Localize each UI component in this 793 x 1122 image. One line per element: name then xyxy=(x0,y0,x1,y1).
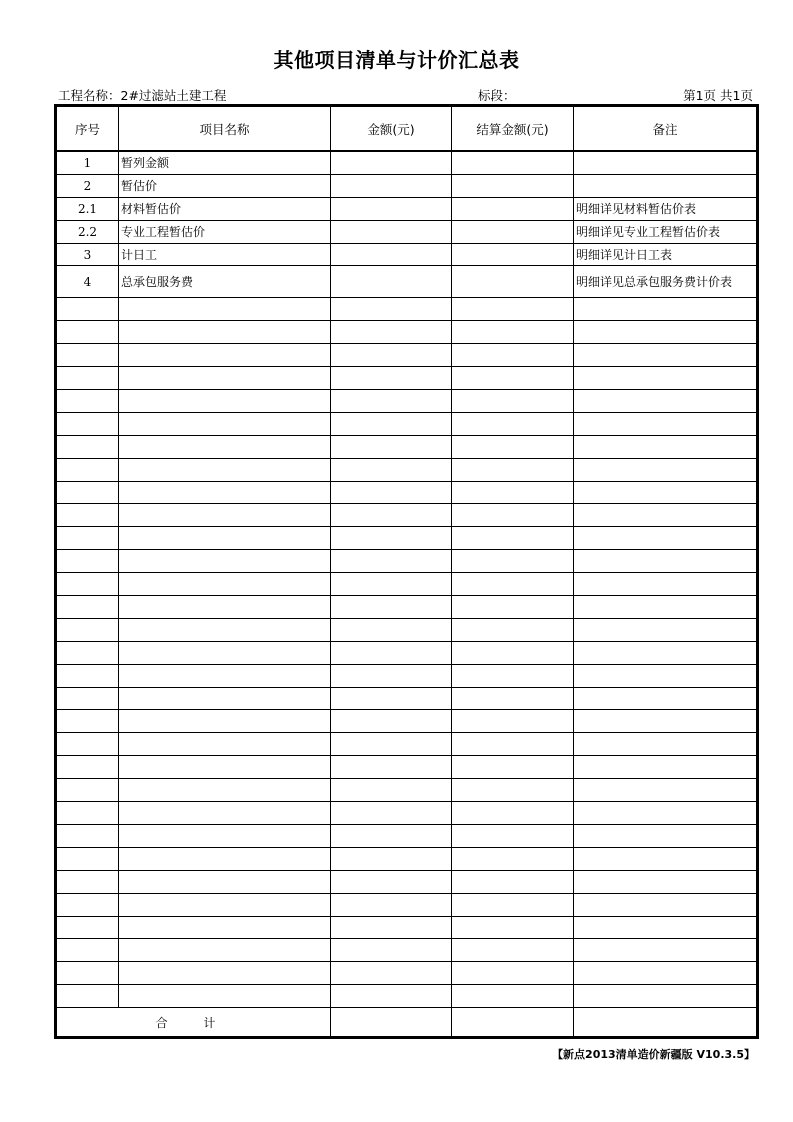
blank-cell xyxy=(57,756,119,779)
blank-cell xyxy=(574,779,757,802)
blank-cell xyxy=(331,298,452,321)
row-settle-amount xyxy=(452,197,574,220)
blank-cell xyxy=(57,962,119,985)
row-name: 材料暂估价 xyxy=(119,197,331,220)
table-row xyxy=(57,151,757,174)
summary-table xyxy=(56,106,757,1037)
blank-row xyxy=(57,664,757,687)
blank-cell xyxy=(331,893,452,916)
blank-row xyxy=(57,504,757,527)
blank-cell xyxy=(331,390,452,413)
blank-cell xyxy=(574,367,757,390)
blank-cell xyxy=(119,618,331,641)
blank-cell xyxy=(452,802,574,825)
blank-cell xyxy=(119,802,331,825)
blank-cell xyxy=(331,527,452,550)
blank-cell xyxy=(331,962,452,985)
row-settle-amount xyxy=(452,174,574,197)
row-remark: 明细详见计日工表 xyxy=(574,243,757,266)
blank-cell xyxy=(574,847,757,870)
blank-row xyxy=(57,618,757,641)
blank-cell xyxy=(57,687,119,710)
blank-cell xyxy=(452,435,574,458)
row-seq: 1 xyxy=(57,151,119,174)
blank-cell xyxy=(452,641,574,664)
blank-cell xyxy=(57,733,119,756)
blank-cell xyxy=(119,458,331,481)
row-name: 暂列金额 xyxy=(119,151,331,174)
blank-cell xyxy=(574,596,757,619)
blank-cell xyxy=(452,504,574,527)
blank-cell xyxy=(119,962,331,985)
blank-cell xyxy=(57,435,119,458)
blank-cell xyxy=(331,985,452,1008)
header-name: 项目名称 xyxy=(119,107,331,152)
blank-cell xyxy=(331,550,452,573)
blank-cell xyxy=(331,481,452,504)
blank-cell xyxy=(119,916,331,939)
blank-cell xyxy=(452,618,574,641)
blank-cell xyxy=(574,390,757,413)
row-name: 计日工 xyxy=(119,243,331,266)
blank-row xyxy=(57,458,757,481)
header-remark: 备注 xyxy=(574,107,757,152)
blank-cell xyxy=(331,687,452,710)
blank-cell xyxy=(452,870,574,893)
blank-cell xyxy=(119,870,331,893)
page-number: 第1页 共1页 xyxy=(683,88,753,103)
total-remark xyxy=(574,1008,757,1037)
blank-cell xyxy=(331,367,452,390)
blank-row xyxy=(57,481,757,504)
blank-cell xyxy=(452,687,574,710)
blank-cell xyxy=(452,733,574,756)
blank-cell xyxy=(574,870,757,893)
blank-cell xyxy=(57,802,119,825)
blank-cell xyxy=(119,847,331,870)
blank-row xyxy=(57,596,757,619)
project-name: 工程名称：2#过滤站土建工程 xyxy=(58,88,227,103)
blank-cell xyxy=(119,367,331,390)
blank-cell xyxy=(452,321,574,344)
blank-cell xyxy=(57,298,119,321)
blank-cell xyxy=(574,573,757,596)
blank-cell xyxy=(57,504,119,527)
blank-cell xyxy=(452,596,574,619)
blank-cell xyxy=(57,641,119,664)
row-settle-amount xyxy=(452,151,574,174)
blank-row xyxy=(57,893,757,916)
blank-cell xyxy=(574,802,757,825)
blank-cell xyxy=(57,458,119,481)
blank-cell xyxy=(452,367,574,390)
row-seq: 2 xyxy=(57,174,119,197)
blank-cell xyxy=(119,344,331,367)
blank-cell xyxy=(331,756,452,779)
blank-cell xyxy=(452,664,574,687)
blank-row xyxy=(57,298,757,321)
blank-row xyxy=(57,550,757,573)
blank-row xyxy=(57,916,757,939)
blank-cell xyxy=(57,412,119,435)
blank-cell xyxy=(331,916,452,939)
software-version-footer: 【新点2013清单造价新疆版 V10.3.5】 xyxy=(552,1048,755,1061)
blank-cell xyxy=(119,893,331,916)
table-row xyxy=(57,266,757,298)
blank-cell xyxy=(57,596,119,619)
total-row xyxy=(57,1008,757,1037)
blank-row xyxy=(57,802,757,825)
blank-cell xyxy=(57,390,119,413)
blank-cell xyxy=(119,390,331,413)
blank-cell xyxy=(119,985,331,1008)
blank-cell xyxy=(57,779,119,802)
blank-cell xyxy=(574,893,757,916)
blank-row xyxy=(57,344,757,367)
row-seq: 4 xyxy=(57,266,119,298)
blank-cell xyxy=(119,527,331,550)
blank-cell xyxy=(331,321,452,344)
row-settle-amount xyxy=(452,243,574,266)
blank-cell xyxy=(331,618,452,641)
header-row xyxy=(57,107,757,152)
blank-cell xyxy=(331,733,452,756)
blank-cell xyxy=(57,916,119,939)
row-name: 总承包服务费 xyxy=(119,266,331,298)
blank-cell xyxy=(331,939,452,962)
row-amount xyxy=(331,197,452,220)
blank-cell xyxy=(452,390,574,413)
blank-row xyxy=(57,527,757,550)
blank-cell xyxy=(331,710,452,733)
blank-cell xyxy=(331,779,452,802)
row-remark: 明细详见材料暂估价表 xyxy=(574,197,757,220)
blank-cell xyxy=(452,527,574,550)
row-remark xyxy=(574,151,757,174)
blank-row xyxy=(57,985,757,1008)
total-label: 合 计 xyxy=(57,1008,331,1037)
blank-cell xyxy=(119,824,331,847)
row-name: 暂估价 xyxy=(119,174,331,197)
blank-cell xyxy=(119,939,331,962)
row-settle-amount xyxy=(452,220,574,243)
blank-cell xyxy=(57,710,119,733)
blank-cell xyxy=(452,458,574,481)
blank-cell xyxy=(574,458,757,481)
row-settle-amount xyxy=(452,266,574,298)
blank-cell xyxy=(57,870,119,893)
row-seq: 3 xyxy=(57,243,119,266)
blank-row xyxy=(57,367,757,390)
blank-cell xyxy=(331,641,452,664)
blank-cell xyxy=(57,939,119,962)
blank-cell xyxy=(574,344,757,367)
blank-cell xyxy=(574,641,757,664)
blank-cell xyxy=(574,321,757,344)
blank-cell xyxy=(574,985,757,1008)
blank-cell xyxy=(574,733,757,756)
blank-cell xyxy=(119,321,331,344)
blank-cell xyxy=(452,847,574,870)
blank-cell xyxy=(119,756,331,779)
blank-row xyxy=(57,710,757,733)
section-label: 标段： xyxy=(478,88,516,103)
blank-cell xyxy=(452,344,574,367)
blank-cell xyxy=(57,481,119,504)
blank-cell xyxy=(119,550,331,573)
blank-cell xyxy=(331,504,452,527)
blank-cell xyxy=(452,893,574,916)
row-name: 专业工程暂估价 xyxy=(119,220,331,243)
blank-cell xyxy=(119,481,331,504)
row-remark xyxy=(574,174,757,197)
blank-cell xyxy=(452,573,574,596)
blank-cell xyxy=(452,710,574,733)
blank-row xyxy=(57,870,757,893)
blank-row xyxy=(57,573,757,596)
blank-cell xyxy=(331,344,452,367)
blank-cell xyxy=(119,298,331,321)
blank-cell xyxy=(574,687,757,710)
blank-cell xyxy=(331,870,452,893)
blank-cell xyxy=(119,710,331,733)
blank-cell xyxy=(119,779,331,802)
blank-cell xyxy=(57,573,119,596)
row-amount xyxy=(331,220,452,243)
blank-cell xyxy=(574,618,757,641)
blank-cell xyxy=(57,344,119,367)
blank-row xyxy=(57,390,757,413)
blank-cell xyxy=(331,802,452,825)
blank-cell xyxy=(57,321,119,344)
header-amount: 金额(元) xyxy=(331,107,452,152)
blank-cell xyxy=(119,733,331,756)
blank-cell xyxy=(331,412,452,435)
blank-cell xyxy=(331,573,452,596)
blank-cell xyxy=(574,916,757,939)
row-remark: 明细详见总承包服务费计价表 xyxy=(574,266,757,298)
blank-cell xyxy=(452,985,574,1008)
blank-row xyxy=(57,733,757,756)
blank-cell xyxy=(574,962,757,985)
blank-cell xyxy=(57,893,119,916)
blank-cell xyxy=(452,481,574,504)
blank-cell xyxy=(119,412,331,435)
blank-cell xyxy=(119,596,331,619)
blank-row xyxy=(57,824,757,847)
blank-cell xyxy=(574,435,757,458)
blank-row xyxy=(57,962,757,985)
blank-cell xyxy=(57,550,119,573)
header-settle-amount: 结算金额(元) xyxy=(452,107,574,152)
row-seq: 2.2 xyxy=(57,220,119,243)
total-settle-amount xyxy=(452,1008,574,1037)
blank-row xyxy=(57,641,757,664)
blank-cell xyxy=(574,664,757,687)
blank-row xyxy=(57,756,757,779)
blank-row xyxy=(57,939,757,962)
row-remark: 明细详见专业工程暂估价表 xyxy=(574,220,757,243)
blank-cell xyxy=(452,939,574,962)
blank-cell xyxy=(574,939,757,962)
blank-cell xyxy=(119,573,331,596)
header-seq: 序号 xyxy=(57,107,119,152)
blank-cell xyxy=(57,618,119,641)
row-amount xyxy=(331,151,452,174)
blank-cell xyxy=(574,412,757,435)
blank-cell xyxy=(452,550,574,573)
blank-cell xyxy=(574,824,757,847)
blank-row xyxy=(57,321,757,344)
blank-cell xyxy=(57,367,119,390)
blank-cell xyxy=(119,664,331,687)
blank-cell xyxy=(452,298,574,321)
blank-row xyxy=(57,847,757,870)
table-row xyxy=(57,197,757,220)
blank-cell xyxy=(119,687,331,710)
blank-cell xyxy=(574,756,757,779)
row-amount xyxy=(331,243,452,266)
blank-cell xyxy=(452,412,574,435)
blank-cell xyxy=(574,550,757,573)
blank-row xyxy=(57,412,757,435)
blank-cell xyxy=(331,596,452,619)
blank-cell xyxy=(331,847,452,870)
blank-row xyxy=(57,435,757,458)
blank-cell xyxy=(119,641,331,664)
blank-cell xyxy=(57,824,119,847)
blank-cell xyxy=(452,779,574,802)
blank-row xyxy=(57,779,757,802)
page-title: 其他项目清单与计价汇总表 xyxy=(273,48,520,72)
blank-cell xyxy=(119,504,331,527)
blank-cell xyxy=(57,985,119,1008)
blank-cell xyxy=(574,481,757,504)
row-amount xyxy=(331,266,452,298)
row-amount xyxy=(331,174,452,197)
table-row xyxy=(57,220,757,243)
table-row xyxy=(57,174,757,197)
blank-cell xyxy=(452,962,574,985)
blank-cell xyxy=(331,458,452,481)
blank-cell xyxy=(574,710,757,733)
blank-cell xyxy=(57,847,119,870)
blank-cell xyxy=(331,435,452,458)
total-amount xyxy=(331,1008,452,1037)
blank-cell xyxy=(57,664,119,687)
blank-cell xyxy=(574,504,757,527)
blank-cell xyxy=(57,527,119,550)
blank-cell xyxy=(452,824,574,847)
blank-cell xyxy=(119,435,331,458)
row-seq: 2.1 xyxy=(57,197,119,220)
blank-cell xyxy=(331,824,452,847)
blank-row xyxy=(57,687,757,710)
blank-cell xyxy=(331,664,452,687)
blank-cell xyxy=(452,756,574,779)
blank-cell xyxy=(452,916,574,939)
blank-cell xyxy=(574,298,757,321)
table-row xyxy=(57,243,757,266)
blank-cell xyxy=(574,527,757,550)
